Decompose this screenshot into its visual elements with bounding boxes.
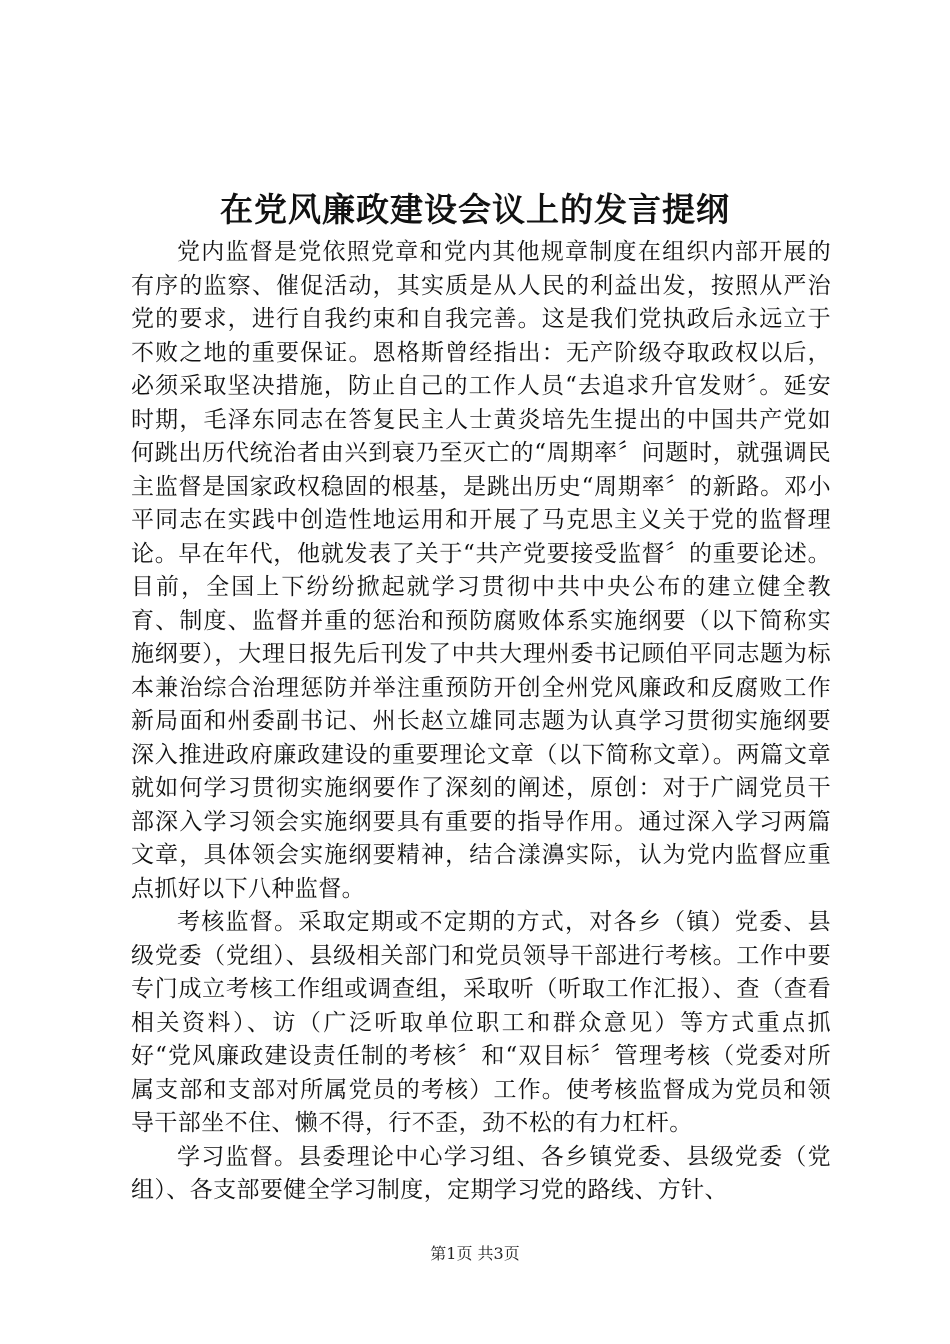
page-number: 第1页 共3页 xyxy=(430,1244,520,1263)
paragraph-assessment-supervision: 考核监督。采取定期或不定期的方式，对各乡（镇）党委、县级党委（党组）、县级相关部门和党员领导干部进行考核。工作中要专门成立考核工作组或调查组，采取听（听取工作汇报）、查（查看相关资料）、访（广泛听取单位职工和群众意见）等方式重点抓好“党风廉政建设责任制的考核〞和“双目标〞管理考核（党委对所属支部和支部对所属党员的考核）工作。使考核监督成为党员和领导干部坐不住、懒不得，行不歪，劲不松的有力杠杆。 xyxy=(131,909,831,1136)
document-body xyxy=(131,236,831,1208)
document-title: 在党风廉政建设会议上的发言提纲 xyxy=(220,190,730,229)
paragraph-intro: 党内监督是党依照党章和党内其他规章制度在组织内部开展的有序的监察、催促活动，其实质是从人民的利益出发，按照从严治党的要求，进行自我约束和自我完善。这是我们党执政后永远立于不败之地的重要保证。恩格斯曾经指出：无产阶级夺取政权以后，必须采取坚决措施，防止自己的工作人员“去追求升官发财〞。延安时期，毛泽东同志在答复民主人士黄炎培先生提出的中国共产党如何跳出历代统治者由兴到衰乃至灭亡的“周期率〞问题时，就强调民主监督是国家政权稳固的根基，是跳出历史“周期率〞的新路。邓小平同志在实践中创造性地运用和开展了马克思主义关于党的监督理论。早在年代，他就发表了关于“共产党要接受监督〞的重要论述。目前，全国上下纷纷掀起就学习贯彻中共中央公布的建立健全教育、制度、监督并重的惩治和预防腐败体系实施纲要（以下简称实施纲要），大理日报先后刊发了中共大理州委书记顾伯平同志题为标本兼治综合治理惩防并举注重预防开创全州党风廉政和反腐败工作新局面和州委副书记、州长赵立雄同志题为认真学习贯彻实施纲要深入推进政府廉政建设的重要理论文章（以下简称文章）。两篇文章就如何学习贯彻实施纲要作了深刻的阐述，原创：对于广阔党员干部深入学习领会实施纲要具有重要的指导作用。通过深入学习两篇文章，具体领会实施纲要精神，结合漾濞实际，认为党内监督应重点抓好以下八种监督。 xyxy=(131,239,831,902)
paragraph-study-supervision: 学习监督。县委理论中心学习组、各乡镇党委、县级党委（党组）、各支部要健全学习制度，定期学习党的路线、方针、 xyxy=(131,1143,831,1203)
